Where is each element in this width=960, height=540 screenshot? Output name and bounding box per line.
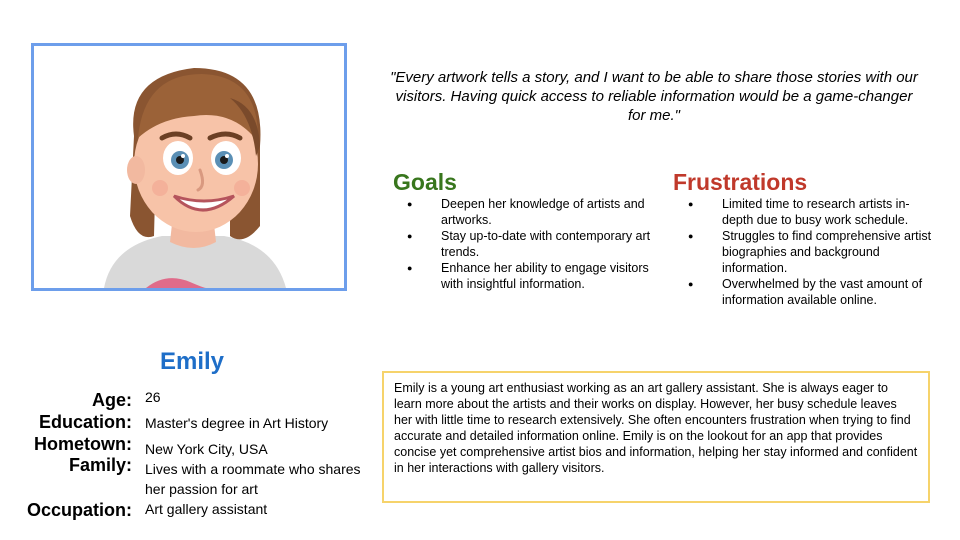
persona-bio: Emily is a young art enthusiast working as an art gallery assistant. She is always eager to learn more about the artists and their works on display. However, her busy schedule leaves her with little time to research extensively. She often encounters frustration when trying to find accurate and detailed information online. Emily is on the lookout for an app that provides concise yet comprehensive artist bios and information, helping her stay informed and confident in her interactions with gallery visitors.: [382, 371, 930, 503]
list-item: ● Overwhelmed by the vast amount of information available online.: [682, 276, 932, 308]
persona-name: Emily: [160, 348, 225, 375]
hometown-label: Hometown:: [34, 434, 132, 454]
goals-list: [401, 196, 651, 292]
education-value: Master's degree in Art History: [145, 415, 329, 431]
list-item: ● Stay up-to-date with contemporary art trends.: [401, 228, 651, 260]
persona-quote: "Every artwork tells a story, and I want to be able to share those stories with our visitors. Having quick access to reliable information would be a game-changer for me.": [390, 69, 918, 124]
list-item: ● Enhance her ability to engage visitors with insightful information.: [401, 260, 651, 292]
list-item: ● Struggles to find comprehensive artist biographies and background information.: [682, 228, 932, 276]
education-label: Education:: [39, 412, 132, 432]
family-label: Family:: [68, 455, 132, 475]
occupation-value: Art gallery assistant: [145, 501, 268, 517]
persona-photo: [31, 43, 347, 291]
goals-heading: Goals: [393, 169, 457, 195]
frustrations-heading: Frustrations: [673, 169, 808, 195]
cartoon-woman-avatar-icon: [34, 46, 344, 288]
list-item: ● Limited time to research artists in-depth due to busy work schedule.: [682, 196, 932, 228]
family-value: Lives with a roommate who shares her passion for art: [145, 461, 361, 497]
occupation-label: Occupation:: [26, 500, 132, 520]
age-value: 26: [145, 389, 161, 405]
frustrations-list: [682, 196, 932, 308]
list-item: ● Deepen her knowledge of artists and artworks.: [401, 196, 651, 228]
hometown-value: New York City, USA: [145, 441, 268, 457]
age-label: Age:: [92, 390, 132, 410]
